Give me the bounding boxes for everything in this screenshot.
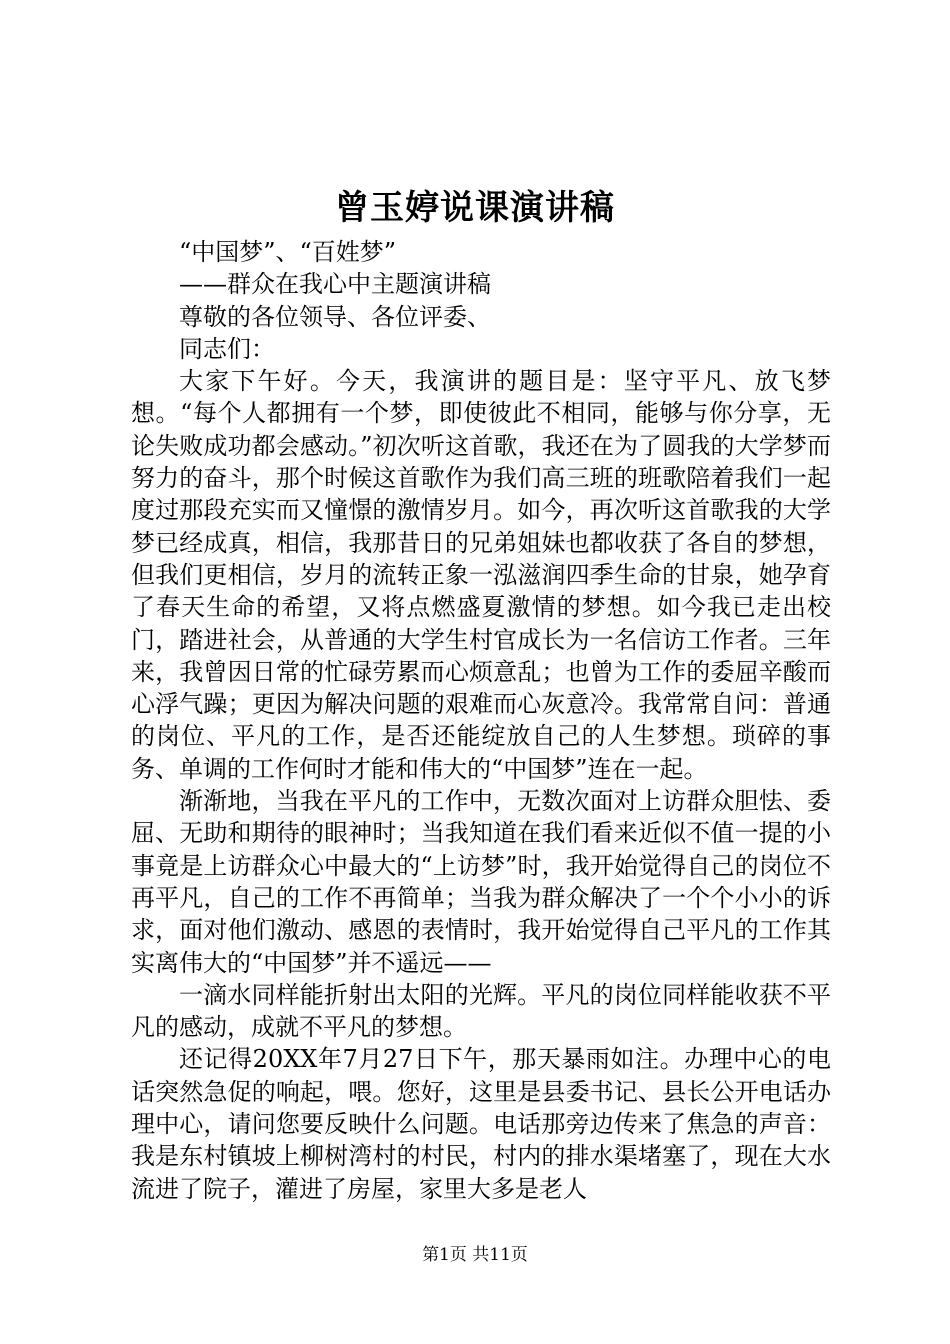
subtitle-line: “中国梦”、“百姓梦” (179, 238, 397, 266)
body-paragraph: 大家下午好。今天，我演讲的题目是：坚守平凡、放飞梦想。“每个人都拥有一个梦，即使彼此不相同，能够与你分享，无论失败成功都会感动。”初次听这首歌，我还在为了圆我的大学梦而努力的奋斗，那个时候这首歌作为我们高三班的班歌陪着我们一起度过那段充实而又憧憬的激情岁月。如今，再次听这首歌我的大学梦已经成真，相信，我那昔日的兄弟姐妹也都收获了各自的梦想，但我们更相信，岁月的流转正象一泓滋润四季生命的甘泉，她孕育了春天生命的希望，又将点燃盛夏激情的梦想。如今我已走出校门，踏进社会，从普通的大学生村官成长为一名信访工作者。三年来，我曾因日常的忙碌劳累而心烦意乱；也曾为工作的委屈辛酸而心浮气躁；更因为解决问题的艰难而心灰意冷。我常常自问：普通的岗位、平凡的工作，是否还能绽放自己的人生梦想。琐碎的事务、单调的工作何时才能和伟大的“中国梦”连在一起。 (131, 367, 831, 783)
body-paragraph: 还记得20XX年7月27日下午，那天暴雨如注。办理中心的电话突然急促的响起，喂。您好，这里是县委书记、县长公开电话办理中心，请问您要反映什么问题。电话那旁边传来了焦急的声音：我是东村镇坡上柳树湾村的村民，村内的排水渠堵塞了，现在大水流进了院子，灌进了房屋，家里大多是老人 (131, 1045, 831, 1203)
document-body (131, 236, 831, 1205)
body-paragraph: 一滴水同样能折射出太阳的光辉。平凡的岗位同样能收获不平凡的感动，成就不平凡的梦想。 (131, 980, 831, 1042)
document-title: 曾玉婷说课演讲稿 (335, 188, 615, 228)
body-paragraph: 渐渐地，当我在平凡的工作中，无数次面对上访群众胆怯、委屈、无助和期待的眼神时；当我知道在我们看来近似不值一提的小事竟是上访群众心中最大的“上访梦”时，我开始觉得自己的岗位不再平凡，自己的工作不再简单；当我为群众解决了一个个小小的诉求，面对他们激动、感恩的表情时，我开始觉得自己平凡的工作其实离伟大的“中国梦”并不遥远—— (131, 787, 831, 977)
subtitle-line: ——群众在我心中主题演讲稿 (179, 270, 491, 299)
salutation-line: 尊敬的各位领导、各位评委、 (179, 302, 491, 331)
salutation-line: 同志们： (179, 334, 275, 363)
page-number: 第1页 共11页 (422, 1245, 528, 1265)
